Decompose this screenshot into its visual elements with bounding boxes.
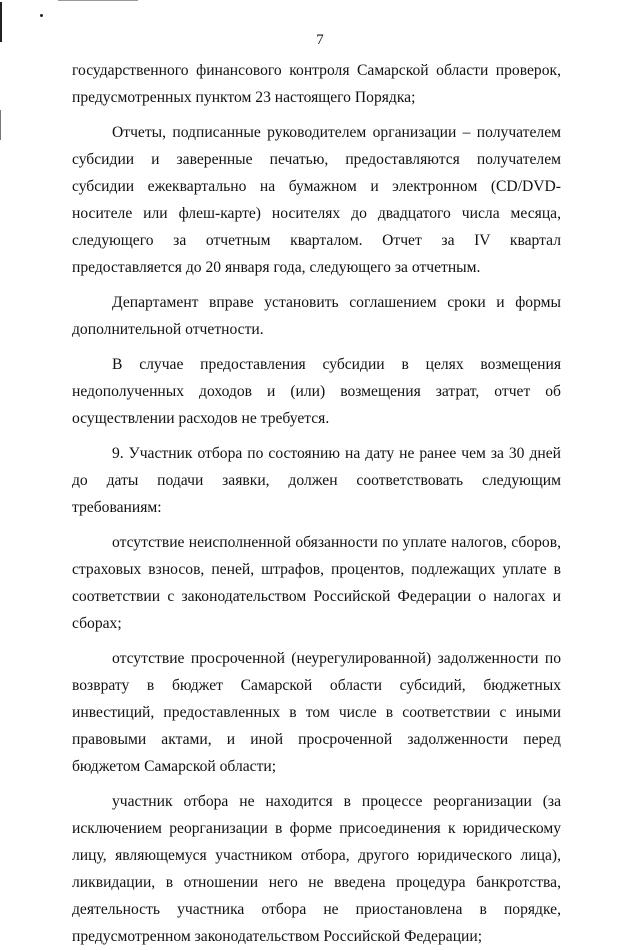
paragraph: 9. Участник отбора по состоянию на дату не ранее чем за 30 дней до даты подачи заявки, должен соответствовать следующим требованиям: <box>72 445 561 516</box>
scan-mark-side <box>0 110 1 140</box>
paragraph: государственного финансового контроля Самарской области проверок, предусмотренных пунктом 23 настоящего Порядка; <box>72 62 561 106</box>
scan-mark-top-line <box>58 0 138 1</box>
paragraph: Отчеты, подписанные руководителем организации – получателем субсидии и заверенные печатью, предоставляются получателем субсидии ежеквартально на бумажном и электронном (CD/DVD-носителе или флеш-карте) носителях до двадцатого числа месяца, следующего за отчетным кварталом. Отчет за IV квартал предоставляется до 20 января года, следующего за отчетным. <box>72 124 561 276</box>
scan-mark-dot <box>40 14 43 17</box>
paragraph: отсутствие неисполненной обязанности по уплате налогов, сборов, страховых взносов, пеней, штрафов, процентов, подлежащих уплате в соответствии с законодательством Российской Федерации о налогах и сборах; <box>72 534 561 632</box>
document-body <box>72 57 561 950</box>
page-number: 7 <box>316 32 324 48</box>
paragraph: отсутствие просроченной (неурегулированной) задолженности по возврату в бюджет Самарской области субсидий, бюджетных инвестиций, предоставленных в том числе в соответствии с иными правовыми актами, и иной просроченной задолженности перед бюджетом Самарской области; <box>72 650 561 775</box>
paragraph: участник отбора не находится в процессе реорганизации (за исключением реорганизации в форме присоединения к юридическому лицу, являющемуся участником отбора, другого юридического лица), ликвидации, в отношении него не введена процедура банкротства, деятельность участника отбора не приостановлена в порядке, предусмотренном законодательством Российской Федерации; <box>72 793 561 945</box>
paragraph: Департамент вправе установить соглашением сроки и формы дополнительной отчетности. <box>72 294 561 338</box>
paragraph: В случае предоставления субсидии в целях возмещения недополученных доходов и (или) возмещения затрат, отчет об осуществлении расходов не требуется. <box>72 356 561 427</box>
